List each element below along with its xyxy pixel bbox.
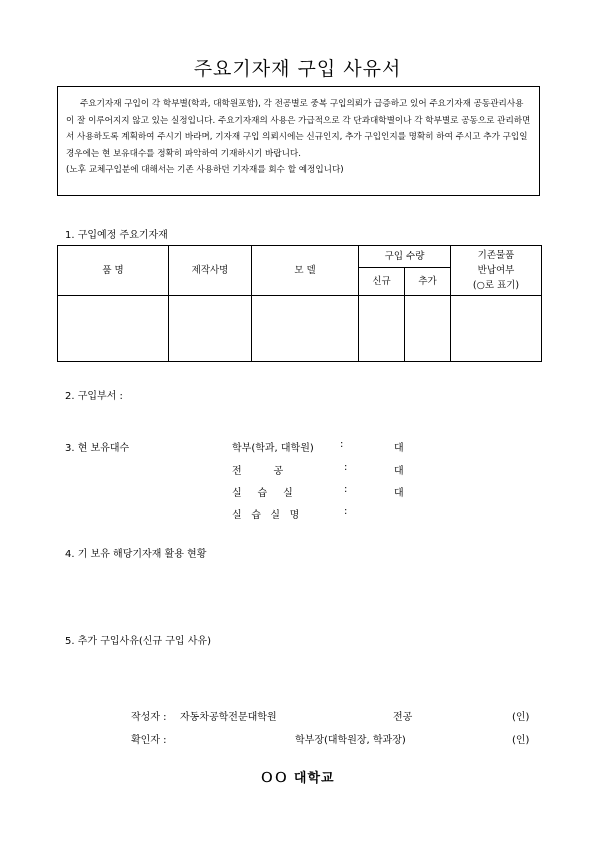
confirm-label: 확인자 : xyxy=(131,735,167,746)
section4-heading: 4. 기 보유 해당기자재 활용 현황 xyxy=(65,549,207,560)
col-qty-new: 신규 xyxy=(359,268,405,296)
section1-heading: 1. 구입예정 주요기자재 xyxy=(65,230,168,241)
holding-lab-colon: : xyxy=(344,484,348,495)
holding-labname-label: 실 습 실 명 xyxy=(232,510,300,521)
confirm-seal: (인) xyxy=(512,735,530,746)
cell-maker[interactable] xyxy=(169,296,252,362)
writer-role: 전공 xyxy=(393,712,413,723)
holding-major-colon: : xyxy=(344,462,348,473)
writer-label: 작성자 : xyxy=(131,712,167,723)
col-qty: 구입 수량 xyxy=(359,246,451,268)
col-item-name: 품 명 xyxy=(58,246,169,296)
notice-note: (노후 교체구입분에 대해서는 기존 사용하던 기자재를 회수 할 예정입니다) xyxy=(66,165,344,175)
notice-box xyxy=(57,86,540,196)
col-model: 모 델 xyxy=(252,246,359,296)
university-name: ＯＯ 대학교 xyxy=(260,771,335,786)
holding-labname-colon: : xyxy=(344,506,348,517)
col-return-line1: 기존물품 xyxy=(477,250,515,261)
cell-item-name[interactable] xyxy=(58,296,169,362)
holding-lab-label: 실 습 실 xyxy=(232,488,293,499)
holding-lab-unit: 대 xyxy=(394,488,404,499)
cell-qty-new[interactable] xyxy=(359,296,405,362)
cell-return[interactable] xyxy=(451,296,542,362)
col-return-line3: (○로 표기) xyxy=(472,280,520,291)
confirm-role: 학부장(대학원장, 학과장) xyxy=(295,735,406,746)
holding-major-unit: 대 xyxy=(394,466,404,477)
cell-model[interactable] xyxy=(252,296,359,362)
col-return xyxy=(451,246,542,296)
holding-dept-label: 학부(학과, 대학원) xyxy=(232,443,314,454)
writer-dept: 자동차공학전문대학원 xyxy=(180,712,277,723)
section5-heading: 5. 추가 구입사유(신규 구입 사유) xyxy=(65,636,211,647)
col-qty-add: 추가 xyxy=(405,268,451,296)
notice-body: 주요기자재 구입이 각 학부별(학과, 대학원포함), 각 전공별로 중복 구입의뢰가 급증하고 있어 주요기자재 공동관리사용이 잘 이루어지지 않고 있는 실정입니다. 주요기자재의 사용은 가급적으로 각 단과대학별이나 각 학부별로 공동으로 관리하면서 사용하도록 계획하여 주시기 바라며, 기자재 구입 의뢰시에는 신규인지, 추가 구입인지를 명확히 하여 주시고 추가 구입일 경우에는 현 보유대수를 정확히 파악하여 기재하시기 바랍니다. xyxy=(66,99,531,159)
col-maker: 제작사명 xyxy=(169,246,252,296)
cell-qty-add[interactable] xyxy=(405,296,451,362)
holding-dept-unit: 대 xyxy=(394,443,404,454)
writer-seal: (인) xyxy=(512,712,530,723)
equipment-table xyxy=(57,245,542,362)
document-title: 주요기자재 구입 사유서 xyxy=(193,58,402,80)
section3-heading: 3. 현 보유대수 xyxy=(65,443,130,454)
col-return-line2: 반납여부 xyxy=(477,265,515,276)
section2-heading: 2. 구입부서 : xyxy=(65,391,123,402)
holding-dept-colon: : xyxy=(340,439,344,450)
holding-major-label: 전 공 xyxy=(232,466,284,477)
